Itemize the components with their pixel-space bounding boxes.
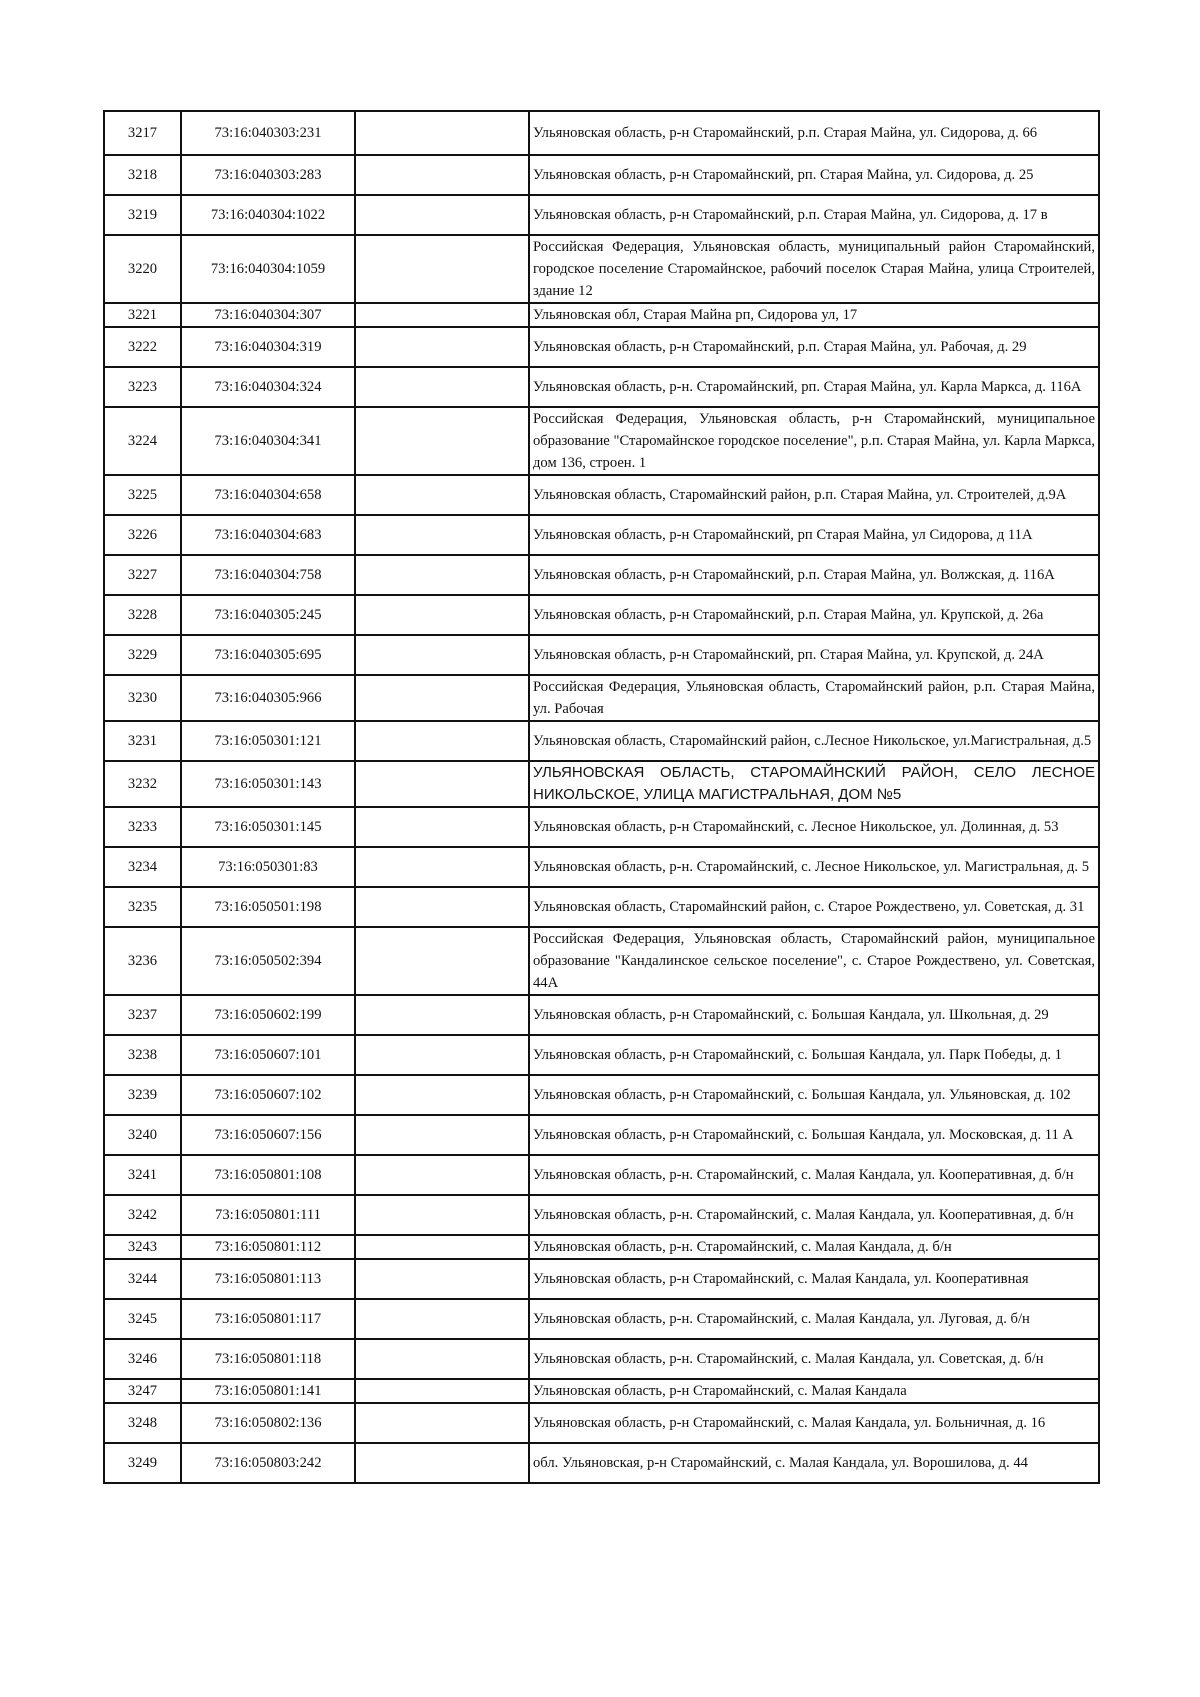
table-row [104, 761, 1099, 807]
row-number-cell: 3226 [104, 515, 181, 555]
address-cell: Ульяновская область, р-н Старомайнский, с. Большая Кандала, ул. Московская, д. 11 А [529, 1115, 1099, 1155]
cadastral-number-cell: 73:16:050801:118 [181, 1339, 355, 1379]
table-row [104, 475, 1099, 515]
row-number-cell: 3219 [104, 195, 181, 235]
row-number-cell: 3220 [104, 235, 181, 303]
empty-cell [355, 927, 529, 995]
table-row [104, 1115, 1099, 1155]
cadastral-number-cell: 73:16:040305:245 [181, 595, 355, 635]
empty-cell [355, 1379, 529, 1403]
empty-cell [355, 1115, 529, 1155]
property-registry-table [103, 110, 1100, 1484]
address-cell: Ульяновская область, р-н Старомайнский, рп Старая Майна, ул Сидорова, д 11А [529, 515, 1099, 555]
empty-cell [355, 111, 529, 155]
empty-cell [355, 1259, 529, 1299]
row-number-cell: 3249 [104, 1443, 181, 1483]
table-row [104, 1259, 1099, 1299]
row-number-cell: 3240 [104, 1115, 181, 1155]
row-number-cell: 3230 [104, 675, 181, 721]
address-cell: Ульяновская обл, Старая Майна рп, Сидорова ул, 17 [529, 303, 1099, 327]
cadastral-number-cell: 73:16:040305:695 [181, 635, 355, 675]
address-cell: Ульяновская область, р-н Старомайнский, р.п. Старая Майна, ул. Сидорова, д. 66 [529, 111, 1099, 155]
cadastral-number-cell: 73:16:040304:658 [181, 475, 355, 515]
address-cell: Ульяновская область, р-н Старомайнский, с. Малая Кандала, ул. Больничная, д. 16 [529, 1403, 1099, 1443]
empty-cell [355, 1299, 529, 1339]
empty-cell [355, 1035, 529, 1075]
address-cell: Ульяновская область, Старомайнский район, с.Лесное Никольское, ул.Магистральная, д.5 [529, 721, 1099, 761]
row-number-cell: 3231 [104, 721, 181, 761]
table-row [104, 595, 1099, 635]
cadastral-number-cell: 73:16:040304:1022 [181, 195, 355, 235]
address-cell: Ульяновская область, р-н. Старомайнский, с. Лесное Никольское, ул. Магистральная, д. 5 [529, 847, 1099, 887]
table-row [104, 555, 1099, 595]
address-cell: Ульяновская область, р-н Старомайнский, р.п. Старая Майна, ул. Рабочая, д. 29 [529, 327, 1099, 367]
address-cell: Российская Федерация, Ульяновская область, Старомайнский район, р.п. Старая Майна, ул. Рабочая [529, 675, 1099, 721]
cadastral-number-cell: 73:16:050801:113 [181, 1259, 355, 1299]
row-number-cell: 3245 [104, 1299, 181, 1339]
cadastral-number-cell: 73:16:050803:242 [181, 1443, 355, 1483]
cadastral-number-cell: 73:16:050501:198 [181, 887, 355, 927]
empty-cell [355, 1235, 529, 1259]
table-row [104, 847, 1099, 887]
empty-cell [355, 847, 529, 887]
table-row [104, 1403, 1099, 1443]
table-row [104, 303, 1099, 327]
empty-cell [355, 195, 529, 235]
table-row [104, 807, 1099, 847]
table-row [104, 1155, 1099, 1195]
cadastral-number-cell: 73:16:050801:117 [181, 1299, 355, 1339]
address-cell: Ульяновская область, р-н. Старомайнский, с. Малая Кандала, ул. Кооперативная, д. б/н [529, 1155, 1099, 1195]
row-number-cell: 3238 [104, 1035, 181, 1075]
row-number-cell: 3244 [104, 1259, 181, 1299]
cadastral-number-cell: 73:16:050301:143 [181, 761, 355, 807]
table-row [104, 367, 1099, 407]
table-row [104, 1379, 1099, 1403]
table-row [104, 1339, 1099, 1379]
row-number-cell: 3218 [104, 155, 181, 195]
empty-cell [355, 1195, 529, 1235]
row-number-cell: 3222 [104, 327, 181, 367]
cadastral-number-cell: 73:16:050602:199 [181, 995, 355, 1035]
table-row [104, 235, 1099, 303]
row-number-cell: 3221 [104, 303, 181, 327]
address-cell: Ульяновская область, р-н Старомайнский, рп. Старая Майна, ул. Сидорова, д. 25 [529, 155, 1099, 195]
cadastral-number-cell: 73:16:050801:112 [181, 1235, 355, 1259]
empty-cell [355, 887, 529, 927]
table-row [104, 1299, 1099, 1339]
cadastral-number-cell: 73:16:050801:111 [181, 1195, 355, 1235]
cadastral-number-cell: 73:16:050607:102 [181, 1075, 355, 1115]
table-row [104, 1235, 1099, 1259]
address-cell: Российская Федерация, Ульяновская область, муниципальный район Старомайнский, городское поселение Старомайнское, рабочий поселок Старая Майна, улица Строителей, здание 12 [529, 235, 1099, 303]
row-number-cell: 3241 [104, 1155, 181, 1195]
empty-cell [355, 367, 529, 407]
address-cell: Ульяновская область, р-н Старомайнский, с. Малая Кандала [529, 1379, 1099, 1403]
row-number-cell: 3243 [104, 1235, 181, 1259]
table-row [104, 721, 1099, 761]
address-cell: Ульяновская область, Старомайнский район, р.п. Старая Майна, ул. Строителей, д.9А [529, 475, 1099, 515]
empty-cell [355, 327, 529, 367]
table-row [104, 887, 1099, 927]
table-row [104, 927, 1099, 995]
cadastral-number-cell: 73:16:050301:121 [181, 721, 355, 761]
address-cell: Ульяновская область, р-н. Старомайнский, с. Малая Кандала, ул. Советская, д. б/н [529, 1339, 1099, 1379]
cadastral-number-cell: 73:16:040304:341 [181, 407, 355, 475]
cadastral-number-cell: 73:16:040303:283 [181, 155, 355, 195]
row-number-cell: 3248 [104, 1403, 181, 1443]
address-cell: Российская Федерация, Ульяновская область, Старомайнский район, муниципальное образование "Кандалинское сельское поселение", с. Старое Рождествено, ул. Советская, 44А [529, 927, 1099, 995]
empty-cell [355, 595, 529, 635]
address-cell: Ульяновская область, р-н Старомайнский, с. Малая Кандала, ул. Кооперативная [529, 1259, 1099, 1299]
table-row [104, 195, 1099, 235]
address-cell: Ульяновская область, р-н Старомайнский, с. Большая Кандала, ул. Парк Победы, д. 1 [529, 1035, 1099, 1075]
address-cell: УЛЬЯНОВСКАЯ ОБЛАСТЬ, СТАРОМАЙНСКИЙ РАЙОН, СЕЛО ЛЕСНОЕ НИКОЛЬСКОЕ, УЛИЦА МАГИСТРАЛЬНАЯ, ДОМ №5 [529, 761, 1099, 807]
cadastral-number-cell: 73:16:040304:683 [181, 515, 355, 555]
row-number-cell: 3225 [104, 475, 181, 515]
address-cell: Ульяновская область, р-н Старомайнский, р.п. Старая Майна, ул. Сидорова, д. 17 в [529, 195, 1099, 235]
row-number-cell: 3232 [104, 761, 181, 807]
row-number-cell: 3223 [104, 367, 181, 407]
empty-cell [355, 155, 529, 195]
row-number-cell: 3235 [104, 887, 181, 927]
empty-cell [355, 555, 529, 595]
address-cell: Ульяновская область, р-н. Старомайнский, с. Малая Кандала, д. б/н [529, 1235, 1099, 1259]
address-cell: Ульяновская область, р-н Старомайнский, с. Большая Кандала, ул. Школьная, д. 29 [529, 995, 1099, 1035]
empty-cell [355, 721, 529, 761]
row-number-cell: 3247 [104, 1379, 181, 1403]
cadastral-number-cell: 73:16:050607:101 [181, 1035, 355, 1075]
table-row [104, 1075, 1099, 1115]
row-number-cell: 3239 [104, 1075, 181, 1115]
table-row [104, 995, 1099, 1035]
address-cell: Ульяновская область, р-н Старомайнский, р.п. Старая Майна, ул. Крупской, д. 26а [529, 595, 1099, 635]
cadastral-number-cell: 73:16:040305:966 [181, 675, 355, 721]
row-number-cell: 3227 [104, 555, 181, 595]
row-number-cell: 3228 [104, 595, 181, 635]
row-number-cell: 3224 [104, 407, 181, 475]
row-number-cell: 3234 [104, 847, 181, 887]
address-cell: Ульяновская область, р-н Старомайнский, рп. Старая Майна, ул. Крупской, д. 24А [529, 635, 1099, 675]
cadastral-number-cell: 73:16:050301:145 [181, 807, 355, 847]
empty-cell [355, 807, 529, 847]
address-cell: Ульяновская область, р-н. Старомайнский, с. Малая Кандала, ул. Луговая, д. б/н [529, 1299, 1099, 1339]
empty-cell [355, 235, 529, 303]
cadastral-number-cell: 73:16:040304:324 [181, 367, 355, 407]
table-row [104, 111, 1099, 155]
row-number-cell: 3236 [104, 927, 181, 995]
empty-cell [355, 515, 529, 555]
cadastral-number-cell: 73:16:050301:83 [181, 847, 355, 887]
table-row [104, 327, 1099, 367]
address-cell: Ульяновская область, р-н Старомайнский, с. Большая Кандала, ул. Ульяновская, д. 102 [529, 1075, 1099, 1115]
address-cell: Ульяновская область, р-н. Старомайнский, с. Малая Кандала, ул. Кооперативная, д. б/н [529, 1195, 1099, 1235]
row-number-cell: 3233 [104, 807, 181, 847]
row-number-cell: 3217 [104, 111, 181, 155]
cadastral-number-cell: 73:16:040303:231 [181, 111, 355, 155]
empty-cell [355, 475, 529, 515]
empty-cell [355, 407, 529, 475]
address-cell: обл. Ульяновская, р-н Старомайнский, с. Малая Кандала, ул. Ворошилова, д. 44 [529, 1443, 1099, 1483]
empty-cell [355, 1155, 529, 1195]
table-row [104, 1035, 1099, 1075]
row-number-cell: 3242 [104, 1195, 181, 1235]
row-number-cell: 3229 [104, 635, 181, 675]
address-cell: Ульяновская область, р-н Старомайнский, с. Лесное Никольское, ул. Долинная, д. 53 [529, 807, 1099, 847]
cadastral-number-cell: 73:16:040304:758 [181, 555, 355, 595]
table-row [104, 675, 1099, 721]
row-number-cell: 3237 [104, 995, 181, 1035]
empty-cell [355, 995, 529, 1035]
empty-cell [355, 675, 529, 721]
cadastral-number-cell: 73:16:050607:156 [181, 1115, 355, 1155]
table-row [104, 1195, 1099, 1235]
address-cell: Российская Федерация, Ульяновская область, р-н Старомайнский, муниципальное образование "Старомайнское городское поселение", р.п. Старая Майна, ул. Карла Маркса, дом 136, строен. 1 [529, 407, 1099, 475]
cadastral-number-cell: 73:16:050801:108 [181, 1155, 355, 1195]
empty-cell [355, 635, 529, 675]
cadastral-number-cell: 73:16:040304:1059 [181, 235, 355, 303]
empty-cell [355, 1443, 529, 1483]
table-row [104, 1443, 1099, 1483]
empty-cell [355, 303, 529, 327]
table-row [104, 155, 1099, 195]
cadastral-number-cell: 73:16:040304:319 [181, 327, 355, 367]
table-row [104, 515, 1099, 555]
empty-cell [355, 1075, 529, 1115]
address-cell: Ульяновская область, р-н Старомайнский, р.п. Старая Майна, ул. Волжская, д. 116А [529, 555, 1099, 595]
cadastral-number-cell: 73:16:040304:307 [181, 303, 355, 327]
empty-cell [355, 761, 529, 807]
table-row [104, 635, 1099, 675]
empty-cell [355, 1403, 529, 1443]
cadastral-number-cell: 73:16:050802:136 [181, 1403, 355, 1443]
row-number-cell: 3246 [104, 1339, 181, 1379]
table-body [104, 111, 1099, 1483]
cadastral-number-cell: 73:16:050801:141 [181, 1379, 355, 1403]
empty-cell [355, 1339, 529, 1379]
address-cell: Ульяновская область, р-н. Старомайнский, рп. Старая Майна, ул. Карла Маркса, д. 116А [529, 367, 1099, 407]
table-row [104, 407, 1099, 475]
address-cell: Ульяновская область, Старомайнский район, с. Старое Рождествено, ул. Советская, д. 31 [529, 887, 1099, 927]
cadastral-number-cell: 73:16:050502:394 [181, 927, 355, 995]
